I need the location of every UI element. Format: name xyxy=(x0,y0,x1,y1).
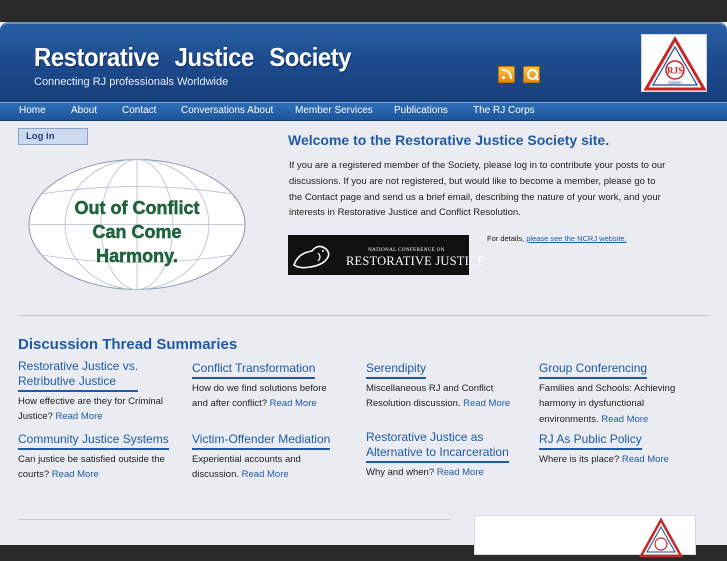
thread-card xyxy=(366,359,516,412)
thread-card xyxy=(366,430,521,480)
login-button[interactable]: Log in xyxy=(18,128,88,145)
search-icon[interactable] xyxy=(523,66,540,83)
discussion-title: Discussion Thread Summaries xyxy=(18,336,238,353)
nav-item-publications[interactable]: Publications xyxy=(394,105,448,116)
nav-item-conversations-about[interactable]: Conversations About xyxy=(181,105,274,116)
slogan-line-3: Harmony. xyxy=(96,246,178,266)
read-more-link[interactable]: Read More xyxy=(463,398,511,410)
site-logo[interactable] xyxy=(641,34,707,92)
nav-item-contact[interactable]: Contact xyxy=(122,105,157,116)
footer-divider xyxy=(18,519,450,520)
ncrj-banner[interactable] xyxy=(288,235,486,275)
site-header xyxy=(0,22,727,102)
ncrj-main-line: RESTORATIVE JUSTICE xyxy=(346,254,486,268)
rss-icon[interactable] xyxy=(498,66,515,83)
read-more-link[interactable]: Read More xyxy=(436,467,484,478)
thread-description: Why and when? Read More xyxy=(366,467,484,478)
thread-card xyxy=(18,430,178,483)
read-more-link[interactable]: Read More xyxy=(269,398,317,410)
site-title[interactable]: Restorative Justice Society xyxy=(34,42,352,72)
ncrj-top-line: NATIONAL CONFERENCE ON xyxy=(368,247,445,253)
thread-card xyxy=(539,430,689,467)
thread-description: How effective are they for Criminal Justice? Read More xyxy=(18,396,164,423)
thread-description: How do we find solutions before and after conflict? Read More xyxy=(192,383,327,410)
thread-title-link[interactable]: RJ As Public Policy xyxy=(539,432,642,450)
footer-rjs-logo-icon xyxy=(475,516,697,556)
read-more-link[interactable]: Read More xyxy=(51,469,99,481)
read-more-link[interactable]: Read More xyxy=(55,411,103,423)
thread-description: Families and Schools: Achieving harmony in dysfunctional environments. Read More xyxy=(539,383,676,425)
thread-card xyxy=(192,359,342,412)
thread-description: Miscellaneous RJ and Conflict Resolution discussion. Read More xyxy=(366,383,511,410)
nav-item-about[interactable]: About xyxy=(71,105,98,116)
read-more-link[interactable]: Read More xyxy=(601,413,649,425)
ncrj-details-prefix: For details, xyxy=(487,234,525,243)
rjs-triangle-logo-icon xyxy=(642,35,708,93)
thread-title-link[interactable]: Restorative Justice as Alternative to Incarceration xyxy=(366,430,509,463)
logo-caption: Citizen xyxy=(668,80,682,85)
ncrj-details xyxy=(487,234,627,243)
ncrj-website-link[interactable]: please see the NCRJ website. xyxy=(526,234,627,243)
nav-item-member-services[interactable]: Member Services xyxy=(295,105,373,116)
thread-description: Can justice be satisfied outside the courts? Read More xyxy=(18,454,165,481)
page xyxy=(0,22,727,545)
thread-description: Experiential accounts and discussion. Read More xyxy=(192,454,301,481)
section-divider xyxy=(18,315,710,316)
thread-description: Where is its place? Read More xyxy=(539,454,669,465)
read-more-link[interactable]: Read More xyxy=(621,454,669,465)
footer-logo-box xyxy=(474,515,696,555)
main-nav xyxy=(0,102,727,121)
thread-title-link[interactable]: Serendipity xyxy=(366,361,426,379)
thread-card xyxy=(18,359,178,425)
slogan-line-2: Can Come xyxy=(92,222,182,242)
nav-item-home[interactable]: Home xyxy=(19,105,46,116)
dove-icon xyxy=(288,235,348,275)
welcome-body: If you are a registered member of the Society, please log in to contribute your posts to our discussions. If you are not registered, but would like to become a member, please go to the Contact page and send us a brief email, describing the nature of your work, and your interests in Restorative Justice and Conflict Resolution. xyxy=(289,160,666,219)
thread-title-link[interactable]: Community Justice Systems xyxy=(18,432,169,450)
nav-item-rj-corps[interactable]: The RJ Corps xyxy=(473,105,535,116)
thread-card xyxy=(539,359,689,427)
site-tagline: Connecting RJ professionals Worldwide xyxy=(34,76,229,88)
thread-title-link[interactable]: Conflict Transformation xyxy=(192,361,315,379)
thread-title-link[interactable]: Victim-Offender Mediation xyxy=(192,432,330,450)
read-more-link[interactable]: Read More xyxy=(241,469,289,481)
thread-title-link[interactable]: Group Conferencing xyxy=(539,361,647,379)
logo-text: RJS xyxy=(666,65,684,76)
thread-title-link[interactable]: Restorative Justice vs. Retributive Justice xyxy=(18,359,138,392)
slogan-globe-graphic xyxy=(27,157,247,292)
slogan-line-1: Out of Conflict xyxy=(74,198,200,218)
thread-card xyxy=(192,430,342,483)
welcome-title: Welcome to the Restorative Justice Society site. xyxy=(288,132,610,148)
